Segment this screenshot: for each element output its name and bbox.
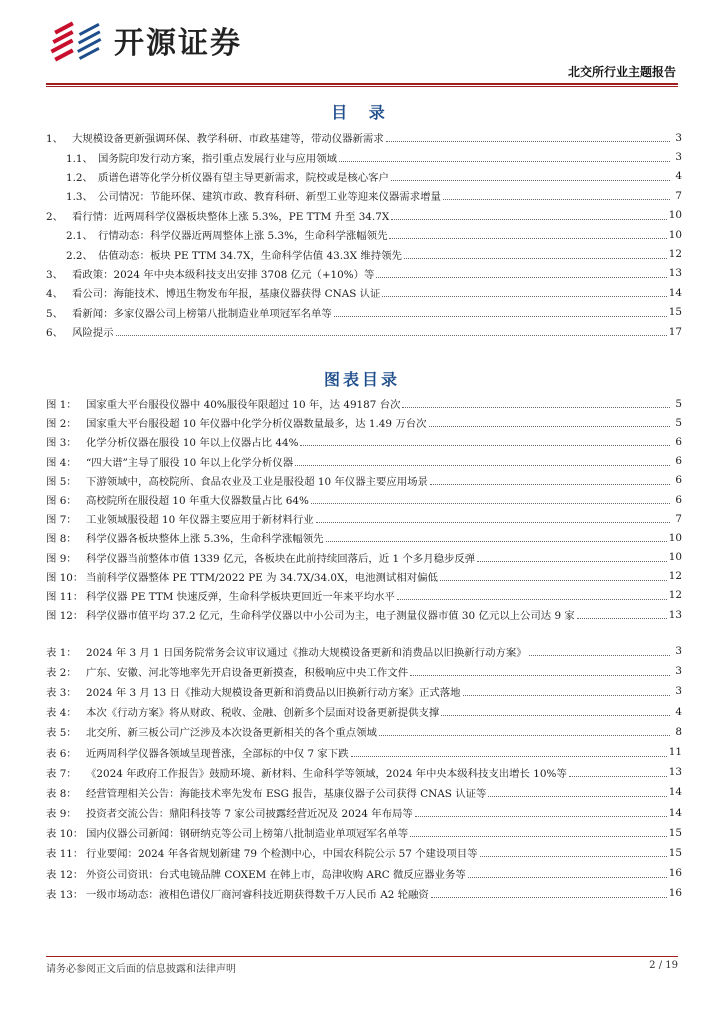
table-entry-page: 4	[675, 705, 682, 718]
toc-entry-text: 公司情况：节能环保、建筑市政、教育科研、新型工业等迎来仪器需求增量	[98, 191, 441, 204]
dot-leader	[529, 655, 670, 656]
toc-entry-page: 12	[668, 248, 682, 261]
table-entry[interactable]	[46, 823, 682, 843]
dot-leader	[351, 756, 667, 757]
dot-leader	[468, 877, 667, 878]
table-entry-number: 表 13：	[46, 888, 84, 901]
toc-entry-page: 4	[675, 170, 682, 183]
dot-leader	[376, 277, 666, 278]
table-entry-page: 13	[668, 766, 682, 779]
table-list	[46, 641, 682, 903]
figure-entry-text: 科学仪器各板块整体上涨 5.3%，生命科学涨幅领先	[86, 533, 324, 546]
figure-entry-number: 图 9：	[46, 552, 77, 565]
toc-entry-text: 国务院印发行动方案，指引重点发展行业与应用领域	[98, 152, 337, 165]
toc-entry-text: 质谱色谱等化学分析仪器有望主导更新需求，院校或是核心客户	[98, 171, 389, 184]
table-entry-number: 表 9：	[46, 808, 77, 821]
toc-entry-number: 1、	[46, 133, 64, 146]
figure-entry[interactable]	[46, 452, 682, 471]
table-entry-text: 2024 年 3 月 13 日《推动大规模设备更新和消费品以旧换新行动方案》正式落地	[86, 686, 461, 699]
dot-leader	[443, 199, 670, 200]
table-entry[interactable]	[46, 883, 682, 903]
figure-entry-text: 工业领域服役超 10 年仪器主要应用于新材料行业	[86, 514, 314, 527]
toc-entry[interactable]	[46, 186, 682, 205]
dot-leader	[339, 161, 670, 162]
table-entry-text: 外资公司资讯：台式电镜品牌 COXEM 在韩上市，岛津收购 ARC 微反应器业务等	[86, 868, 466, 881]
figure-entry-page: 6	[675, 474, 682, 487]
toc-entry[interactable]	[46, 244, 682, 263]
table-entry-number: 表 10：	[46, 828, 84, 841]
table-entry-text: 投资者交流公告：鼎阳科技等 7 家公司披露经营近况及 2024 年布局等	[86, 808, 413, 821]
table-entry-page: 11	[668, 746, 682, 759]
figure-entry-page: 6	[675, 435, 682, 448]
toc-entry-number: 5、	[46, 307, 64, 320]
figure-list	[46, 394, 682, 624]
table-entry-number: 表 1：	[46, 646, 77, 659]
toc-entry[interactable]	[46, 303, 682, 322]
table-entry[interactable]	[46, 742, 682, 762]
figure-entry-text: 科学仪器市值平均 37.2 亿元，生命科学仪器以中小公司为主，电子测量仪器市值 30 亿元以上公司达 9 家	[86, 610, 575, 623]
footer-divider	[46, 956, 678, 957]
figure-entry-text: “四大谱”主导了服役 10 年以上化学分析仪器	[86, 456, 294, 469]
figure-entry-text: 当前科学仪器整体 PE TTM/2022 PE 为 34.7X/34.0X，电池测试相对偏低	[86, 571, 438, 584]
table-entry[interactable]	[46, 803, 682, 823]
toc-entry-page: 10	[668, 228, 682, 241]
figure-entry-number: 图 12：	[46, 610, 84, 623]
table-entry-number: 表 3：	[46, 686, 77, 699]
figure-entry-number: 图 2：	[46, 418, 77, 431]
toc-entry-text: 看政策：2024 年中央本级科技支出安排 3708 亿元（+10%）等	[72, 268, 375, 281]
dot-leader	[463, 695, 670, 696]
toc-title: 目 录	[331, 103, 393, 122]
table-entry-page: 3	[675, 665, 682, 678]
table-entry[interactable]	[46, 681, 682, 701]
figure-entry-page: 12	[668, 570, 682, 583]
dot-leader	[116, 335, 667, 336]
figure-entry-page: 10	[668, 531, 682, 544]
table-entry-number: 表 8：	[46, 787, 77, 800]
dot-leader	[391, 180, 670, 181]
dot-leader	[334, 316, 667, 317]
figure-entry[interactable]	[46, 509, 682, 528]
figure-entry-page: 5	[675, 416, 682, 429]
table-entry-text: 广东、安徽、河北等地率先开启设备更新摸查，积极响应中央工作文件	[86, 666, 409, 679]
figure-entry[interactable]	[46, 586, 682, 605]
figure-entry-text: 化学分析仪器在服役 10 年以上仪器占比 44%	[86, 437, 299, 450]
logo-text: 开源证券	[114, 26, 242, 61]
table-entry[interactable]	[46, 843, 682, 863]
dot-leader	[316, 522, 670, 523]
table-entry-number: 表 5：	[46, 727, 77, 740]
toc-entry-number: 1.2、	[66, 171, 93, 184]
table-entry-number: 表 11：	[46, 848, 84, 861]
table-entry[interactable]	[46, 863, 682, 883]
toc-entry[interactable]	[46, 225, 682, 244]
dot-leader	[389, 238, 666, 239]
table-entry-text: 《2024 年政府工作报告》鼓励环境、新材料、生命科学等领域，2024 年中央本级科技支出增长 10%等	[86, 767, 567, 780]
table-entry-page: 3	[675, 645, 682, 658]
figure-entry-text: 科学仪器当前整体市值 1339 亿元，各板块在此前持续回落后，近 1 个多月稳步反弹	[86, 552, 476, 565]
figure-entry-number: 图 10：	[46, 571, 84, 584]
figure-entry-text: 国家重大平台服役超 10 年仪器中化学分析仪器数量最多，达 1.49 万台次	[86, 418, 427, 431]
dot-leader	[410, 836, 667, 837]
toc-entry-page: 3	[675, 131, 682, 144]
dot-leader	[410, 675, 670, 676]
table-entry-page: 15	[668, 826, 682, 839]
table-entry[interactable]	[46, 702, 682, 722]
figure-entry-page: 12	[668, 589, 682, 602]
figure-entry[interactable]	[46, 548, 682, 567]
page-number: 2 / 19	[649, 960, 678, 971]
dot-leader	[295, 465, 670, 466]
table-entry[interactable]	[46, 762, 682, 782]
toc-entry-number: 2、	[46, 210, 64, 223]
toc-list	[46, 128, 682, 341]
dot-leader	[430, 484, 670, 485]
figure-entry[interactable]	[46, 490, 682, 509]
figure-entry-number: 图 7：	[46, 514, 77, 527]
figures-title: 图表目录	[323, 370, 400, 389]
table-entry-text: 本次《行动方案》将从财政、税收、金融、创新多个层面对设备更新提供支撑	[86, 707, 440, 720]
dot-leader	[386, 141, 670, 142]
figure-entry-text: 下游领域中，高校院所、食品农业及工业是服役超 10 年仪器主要应用场景	[86, 475, 428, 488]
figure-entry[interactable]	[46, 471, 682, 490]
table-entry-page: 16	[668, 867, 682, 880]
dot-leader	[441, 715, 670, 716]
dot-leader	[402, 407, 670, 408]
toc-entry[interactable]	[46, 128, 682, 147]
table-entry-text: 一级市场动态：液相色谱仪厂商河睿科技近期获得数千万人民币 A2 轮融资	[86, 888, 429, 901]
toc-entry-text: 大规模设备更新强调环保、教学科研、市政基建等，带动仪器新需求	[72, 133, 384, 146]
toc-entry-page: 14	[668, 286, 682, 299]
toc-entry-number: 2.2、	[66, 249, 93, 262]
table-entry-number: 表 4：	[46, 707, 77, 720]
toc-entry-page: 10	[668, 209, 682, 222]
toc-entry[interactable]	[46, 167, 682, 186]
table-entry-page: 8	[675, 725, 682, 738]
table-entry-text: 2024 年 3 月 1 日国务院常务会议审议通过《推动大规模设备更新和消费品以旧换新行动方案》	[86, 646, 527, 659]
dot-leader	[311, 503, 670, 504]
table-entry-page: 14	[668, 806, 682, 819]
dot-leader	[431, 897, 667, 898]
dot-leader	[569, 776, 667, 777]
figure-entry[interactable]	[46, 413, 682, 432]
dot-leader	[379, 735, 670, 736]
toc-entry-text: 看行情：近两周科学仪器板块整体上涨 5.3%，PE TTM 升至 34.7X	[72, 210, 390, 223]
table-entry-page: 14	[668, 786, 682, 799]
toc-entry-number: 6、	[46, 327, 64, 340]
figure-entry-number: 图 4：	[46, 456, 77, 469]
table-entry[interactable]	[46, 641, 682, 661]
company-logo	[48, 18, 242, 62]
toc-entry-number: 2.1、	[66, 230, 93, 243]
table-entry-number: 表 7：	[46, 767, 77, 780]
toc-entry-number: 1.1、	[66, 152, 93, 165]
toc-entry[interactable]	[46, 206, 682, 225]
toc-entry[interactable]	[46, 322, 682, 341]
dot-leader	[397, 599, 667, 600]
table-entry-page: 3	[675, 685, 682, 698]
dot-leader	[440, 580, 667, 581]
toc-entry-number: 3、	[46, 268, 64, 281]
toc-entry-text: 行情动态：科学仪器近两周整体上涨 5.3%，生命科学涨幅领先	[98, 230, 388, 243]
toc-entry-number: 1.3、	[66, 191, 93, 204]
logo-mark-icon	[48, 18, 110, 62]
dot-leader	[382, 296, 666, 297]
table-entry-text: 经营管理相关公告：海能技术率先发布 ESG 报告，基康仪器子公司获得 CNAS 认证等	[86, 787, 487, 800]
report-type-label: 北交所行业主题报告	[567, 65, 676, 79]
figure-entry-text: 国家重大平台服役仪器中 40%服役年限超过 10 年，达 49187 台次	[86, 399, 401, 412]
toc-entry-text: 看公司：海能技术、博迅生物发布年报，基康仪器获得 CNAS 认证	[72, 288, 381, 301]
dot-leader	[488, 796, 666, 797]
page-header	[0, 0, 724, 90]
table-entry-number: 表 6：	[46, 747, 77, 760]
table-entry-text: 北交所、新三板公司广泛涉及本次设备更新相关的各个重点领域	[86, 727, 377, 740]
figure-entry-number: 图 6：	[46, 495, 77, 508]
table-entry-page: 15	[668, 846, 682, 859]
dot-leader	[429, 426, 670, 427]
toc-entry-number: 4、	[46, 288, 64, 301]
figure-entry-page: 6	[675, 455, 682, 468]
figure-entry[interactable]	[46, 432, 682, 451]
dot-leader	[477, 561, 667, 562]
dot-leader	[480, 856, 667, 857]
figure-entry-number: 图 3：	[46, 437, 77, 450]
figure-entry[interactable]	[46, 605, 682, 624]
figure-entry-page: 6	[675, 493, 682, 506]
figure-entry-page: 10	[668, 551, 682, 564]
table-entry[interactable]	[46, 782, 682, 802]
table-entry[interactable]	[46, 661, 682, 681]
figure-entry-text: 高校院所在服役超 10 年重大仪器数量占比 64%	[86, 495, 309, 508]
toc-entry-text: 看新闻：多家仪器公司上榜第八批制造业单项冠军名单等	[72, 307, 332, 320]
dot-leader	[404, 258, 667, 259]
toc-entry-page: 15	[668, 306, 682, 319]
figure-entry[interactable]	[46, 528, 682, 547]
table-entry-text: 近两周科学仪器各领域呈现普涨，全部标的中仅 7 家下跌	[86, 747, 349, 760]
dot-leader	[300, 445, 670, 446]
dot-leader	[326, 541, 667, 542]
header-divider	[46, 83, 678, 85]
dot-leader	[415, 816, 667, 817]
figure-entry[interactable]	[46, 567, 682, 586]
toc-entry[interactable]	[46, 283, 682, 302]
toc-entry-text: 估值动态：板块 PE TTM 34.7X，生命科学估值 43.3X 维持领先	[98, 249, 402, 262]
table-entry-number: 表 12：	[46, 868, 84, 881]
figure-entry[interactable]	[46, 394, 682, 413]
figure-entry-number: 图 5：	[46, 475, 77, 488]
header-divider-thin	[46, 86, 678, 87]
footer-disclaimer: 请务必参阅正文后面的信息披露和法律声明	[46, 964, 236, 975]
toc-entry-page: 7	[675, 189, 682, 202]
table-entry[interactable]	[46, 722, 682, 742]
toc-entry-page: 17	[668, 325, 682, 338]
dot-leader	[577, 618, 667, 619]
dot-leader	[391, 219, 667, 220]
figure-entry-number: 图 11：	[46, 590, 84, 603]
table-entry-number: 表 2：	[46, 666, 77, 679]
toc-entry[interactable]	[46, 264, 682, 283]
figure-entry-text: 科学仪器 PE TTM 快速反弹，生命科学板块更回近一年来平均水平	[86, 590, 395, 603]
figure-entry-page: 5	[675, 397, 682, 410]
figure-entry-number: 图 1：	[46, 399, 77, 412]
table-entry-page: 16	[668, 887, 682, 900]
figure-entry-number: 图 8：	[46, 533, 77, 546]
table-entry-text: 行业要闻：2024 年各省规划新建 79 个检测中心，中国农科院公示 57 个建设项目等	[86, 848, 478, 861]
toc-entry-text: 风险提示	[72, 327, 114, 340]
table-entry-text: 国内仪器公司新闻：钢研纳克等公司上榜第八批制造业单项冠军名单等	[86, 828, 409, 841]
toc-entry-page: 3	[675, 151, 682, 164]
figure-entry-page: 13	[668, 608, 682, 621]
toc-entry-page: 13	[668, 267, 682, 280]
toc-entry[interactable]	[46, 147, 682, 166]
figure-entry-page: 7	[675, 512, 682, 525]
